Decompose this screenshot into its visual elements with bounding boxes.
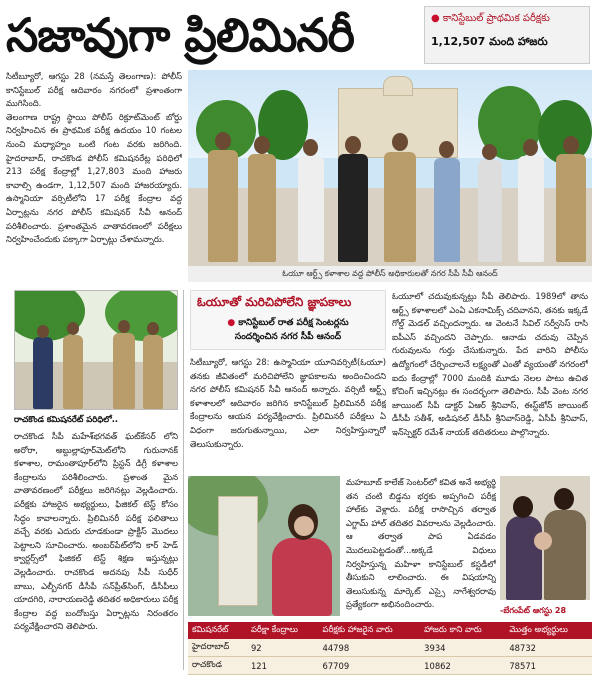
left-article <box>14 430 178 670</box>
table-cell: 10862 <box>420 657 505 675</box>
feature-title: ఓయూతో మరిచిపోలేని జ్ఞాపకాలు <box>197 295 352 309</box>
lead-article <box>6 70 182 280</box>
table-cell: 3934 <box>420 639 505 657</box>
bottom-article-body: మహబూబ్ కాలేజ్ సెంటర్‌లో కవిత అనే అభ్యర్థి తన చంటి బిడ్డను భర్తకు అప్పగించి పరీక్ష హాల్‌కు వెళ్లారు. పరీక్ష రాసొచ్చిన తర్వాత ఎగ్జామ్ హాల్ తదితర వివరాలను వెల్లడించారు. ఆ తర్వాత పాప ఏడవడం మొదలుపెట్టడంతో...అక్కడే విధులు నిర్వహిస్తున్న మహిళా కానిస్టేబుల్ కస్టడీలో తీసుకుని లాలించారు. ఈ విషయాన్ని తెలుసుకున్న మార్కెట్ ఎస్సై నాగేశ్వరరావు ప్రత్యేకంగా అభినందించారు. <box>346 477 496 610</box>
bullet-icon: ● <box>227 318 239 328</box>
table-header: పరీక్షకు హాజరైన వారు <box>319 622 421 639</box>
photo-person <box>544 510 586 600</box>
table-header: హాజరు కాని వారు <box>420 622 505 639</box>
photo-person <box>338 154 368 262</box>
table-header: పరీక్షా కేంద్రాలు <box>247 622 319 639</box>
feature-body <box>190 356 386 468</box>
photo-person <box>478 160 502 262</box>
bullet-icon: ● <box>431 13 443 24</box>
photo-dome <box>383 76 413 96</box>
feature-subhead-1-text: కానిస్టేబుల్ రాత పరీక్ష సెంటర్లను <box>238 318 349 328</box>
photo-person-head <box>118 320 130 333</box>
photo-person-head <box>563 136 579 154</box>
photo-person-head <box>37 325 49 338</box>
feature-body-text: సిటీబ్యూరో, ఆగస్టు 28: ఉస్మానియా యూనివర్సిటీ(ఓయూ) తనకు జీవితంలో మరిచిపోలేని జ్ఞాపకాలను అందించిందని నగర పోలీస్ కమిషనర్ సీవీ ఆనంద్ అన్నారు. వర్సిటీ ఆర్ట్స్ కళాశాలలో ఆదివారం జరిగిన కానిస్టేబుల్ ప్రిలిమినరీ పరీక్ష కేంద్రాలను ఆయన పర్యవేక్షించారు. ప్రిలిమినరీ పరీక్షలు ఏ విధంగా జరుగుతున్నాయి, ఎలా నిర్వహిస్తున్నారో తెలుసుకున్నారు. <box>190 357 386 449</box>
notice-board <box>218 496 258 606</box>
photo-person-head <box>513 496 533 518</box>
table-cell: 48732 <box>505 639 592 657</box>
main-photo <box>188 70 592 266</box>
table-row <box>188 639 592 657</box>
table-cell: 78571 <box>505 657 592 675</box>
photo-person-head <box>147 322 159 335</box>
photo-person <box>556 154 586 262</box>
photo-person <box>208 150 238 262</box>
table-header-row <box>188 622 592 639</box>
table-cell: 92 <box>247 639 319 657</box>
photo-person <box>248 154 276 262</box>
subhead-line2: 1,12,507 మంది హాజరు <box>431 35 548 48</box>
table-cell: 44798 <box>319 639 421 657</box>
table-cell: రాచకొండ <box>188 657 247 675</box>
feature-body-right-text: ఓయూలో చదువుకున్నట్లు సీపీ తెలిపారు. 1989లో తాను ఆర్ట్స్ కళాశాలలో ఎంఏ ఎకనామిక్స్ చదివానని, తనకు ఇక్కడే గోల్డ్ మెడల్ వచ్చిందన్నారు. ఆ వెంటనే సివిల్ సర్వీసెస్ రాసి ఐపీఎస్ వచ్చిందని చెప్పారు. ఆనాడు చదువు చెప్పిన గురువులను గుర్తు చేసుకున్నారు. పేద వారిని పోలీసు ఉద్యోగంలో చేర్పించాలనే లక్ష్యంతో ఎంతో వ్యయంతో నగరంలో ఐదు కేంద్రాల్లో 7000 మందికి మూడు నెలల పాటు ఉచిత కోచింగ్ ఇచ్చినట్లు ఈ సందర్భంగా తెలిపారు. సీపీ వెంట నగర జాయింట్ సీపీ డాక్టర్ ఏఆర్ శ్రీనివాస్, ఈస్ట్‌జోన్ జాయింట్ డీసీపీ సతీశ్, అడిషనల్ డీసీపీ శ్రీనివాస్‌రెడ్డి, ఏసీపీ శ్రీనివాస్, ఇన్‌స్పెక్టర్ రమేశ్ నాయక్ తదితరులు పాల్గొన్నారు. <box>392 291 588 437</box>
baby <box>534 532 552 550</box>
photo-person <box>506 516 542 600</box>
photo-person-head <box>392 133 408 151</box>
photo-person <box>113 333 135 409</box>
feature-body-right <box>392 290 588 468</box>
photo-person-head <box>439 141 454 158</box>
feature-subhead-2: సందర్శించిన నగర సీపీ ఆనంద్ <box>234 332 342 342</box>
lead-paragraph-2: తెలంగాణ రాష్ట్ర స్థాయి పోలీస్ రిక్రూట్‌మెంట్ బోర్డు నిర్వహించిన ఈ ప్రాథమిక పరీక్ష ఉదయం 10 గంటల నుంచి మధ్యాహ్నం ఒంటి గంట వరకు జరిగింది. హైదరాబాద్, రాచకొండ పోలీస్ కమిషనరేట్ల పరిధిలో 213 పరీక్ష కేంద్రాల్లో 1,27,803 మంది హాజరు కావాల్సి ఉండగా, 1,12,507 మంది హాజరయ్యారు. ఉస్మానియా వర్సిటీలోని 17 పరీక్ష కేంద్రాల వద్ద ఏర్పాట్లను నగర పోలీస్ కమిషనర్ సీవీ ఆనంద్ పరిశీలించారు. ప్రశాంతమైన వాతావరణంలో పరీక్షలు నిర్వహించేందుకు పక్కాగా ఏర్పాట్లు చేశామన్నారు. <box>6 111 182 245</box>
table-row <box>188 657 592 675</box>
photo-person <box>33 337 53 409</box>
left-photo-caption: రాచకొండ కమిషనరేట్ పరిధిలో.. <box>14 414 119 424</box>
photo-person-head <box>67 322 79 335</box>
photo-person <box>143 335 163 409</box>
table-header: మొత్తం అభ్యర్థులు <box>505 622 592 639</box>
feature-subhead-1 <box>197 316 379 330</box>
exam-photo <box>188 476 340 616</box>
left-photo <box>14 290 178 410</box>
subhead-box <box>424 6 590 64</box>
photo-person <box>434 158 460 262</box>
bottom-article <box>346 476 496 646</box>
photo-person-head <box>345 136 361 154</box>
subhead-line1-text: కానిస్టేబుల్ ప్రాథమిక పరీక్షకు <box>442 13 550 24</box>
photo-person-head <box>254 136 270 154</box>
table-cell: 67709 <box>319 657 421 675</box>
left-article-body: రాచకొండ సీపీ మహేశ్‌భగవత్ ఘట్‌కేసర్ లోని అరోరా, అబ్దుల్లాపూర్‌మెట్‌లోని గురునానక్ కళాశాల, రామంతాపూర్‌లోని ప్రిస్టన్ డిగ్రీ కళాశాల కేంద్రాలను పరిశీలించారు. ప్రశాంత మైన వాతావరణంలో పరీక్షలు జరిగినట్లు వెల్లడించారు. పరీక్షకు హాజరైన అభ్యర్థులు, ఫిజికల్ టెస్ట్ కోసం సిద్ధం కావాలన్నారు. ప్రిలిమినరీ పరీక్ష ఫలితాలు వచ్చే వరకు ఎదురు చూడకుండా ప్రాక్టీస్ మొదలు పెట్టాలని సూచించారు. అంబర్‌పేట్‌లోని కార్ హెడ్ క్వార్టర్స్‌లో ఫిజికల్ టెస్ట్ శిక్షణ ఇస్తున్నట్లు వెల్లడించారు. రాచకొండ అదనపు సీపీ సుధీర్ బాబు, ఎల్బీనగర్ డీసీపీ సన్‌ప్రీత్‌సింగ్, డీసీపీలు యాదగిరి, నారాయణరెడ్డి తదితర అధికారులు పరీక్ష కేంద్రాల వద్ద బందోబస్తు ఏర్పాట్లను నిరంతరం పర్యవేక్షించారని తెలిపారు. <box>14 431 178 632</box>
photo-person <box>518 156 544 262</box>
photo-person <box>63 335 83 409</box>
photo-person <box>298 156 324 262</box>
photo-person-head <box>554 488 574 510</box>
table-cell: హైదరాబాద్ <box>188 639 247 657</box>
photo-person-face <box>294 516 314 536</box>
photo-person-head <box>303 139 318 156</box>
photo-person <box>384 152 416 262</box>
photo-person-head <box>482 144 497 160</box>
stats-table-wrap <box>188 622 592 676</box>
main-photo-caption: ఓయూ ఆర్ట్స్ కళాశాల వద్ద పోలీస్ అధికారులతో నగర సీపీ సీవీ ఆనంద్ <box>188 266 592 282</box>
photo-person <box>272 538 332 616</box>
feature-header <box>190 290 386 350</box>
constable-photo <box>500 476 590 600</box>
table-header: కమిషనరేట్ <box>188 622 247 639</box>
subhead-line1 <box>431 11 583 27</box>
table-cell: 121 <box>247 657 319 675</box>
stats-table <box>188 622 592 675</box>
photo-person-head <box>523 139 538 156</box>
bottom-article-credit: -బేగంపేట్ ఆగస్టు 28 <box>500 606 567 615</box>
column-divider <box>183 290 184 670</box>
lead-paragraph-1: సిటీబ్యూరో, ఆగస్టు 28 (నమస్తే తెలంగాణ): పోలీస్ కానిస్టేబుల్ పరీక్ష ఆదివారం నగరంలో ప్రశాంతంగా ముగిసింది. <box>6 71 182 109</box>
photo-person-head <box>215 132 231 150</box>
headline: సజావుగా ప్రిలిమినరీ <box>6 8 354 62</box>
